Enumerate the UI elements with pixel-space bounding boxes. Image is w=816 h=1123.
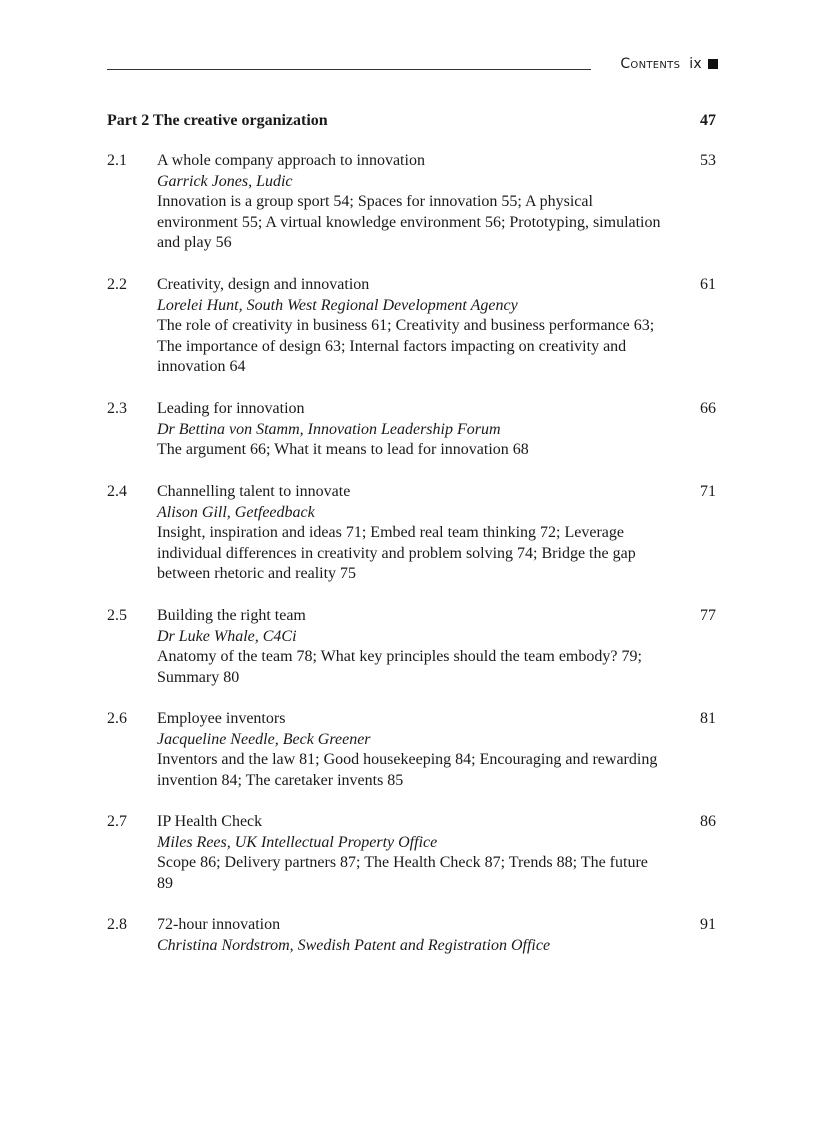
entry-topics: The role of creativity in business 61; Creativity and business performance 63; The importance of design 63; Internal factors impacting on creativity and innovation 64: [157, 317, 655, 376]
entry-body: [157, 606, 667, 688]
entry-number: 2.1: [107, 152, 127, 169]
entry-author: Garrick Jones, Ludic: [157, 172, 293, 190]
entry-page-number: 53: [700, 152, 716, 169]
entry-title: 72-hour innovation: [157, 916, 281, 933]
entry-page-number: 77: [700, 607, 716, 624]
entry-body: [157, 275, 667, 378]
entry-title: Building the right team: [157, 607, 306, 624]
entry-body: [157, 482, 667, 585]
entry-number: 2.7: [107, 813, 127, 830]
entry-topics: Insight, inspiration and ideas 71; Embed real team thinking 72; Leverage individual differences in creativity and problem solving 74; Bridge the gap between rhetoric and reality 75: [157, 524, 636, 583]
entry-page-number: 81: [700, 710, 716, 727]
header-label: Contents: [620, 56, 681, 72]
entry-title: Channelling talent to innovate: [157, 483, 351, 500]
entry-author: Jacqueline Needle, Beck Greener: [157, 730, 371, 748]
running-header: [107, 56, 718, 78]
entry-body: [157, 151, 667, 254]
entry-author: Lorelei Hunt, South West Regional Development Agency: [157, 296, 518, 314]
part-title: Part 2 The creative organization: [107, 112, 328, 129]
entry-author: Alison Gill, Getfeedback: [157, 503, 315, 521]
entry-number: 2.8: [107, 916, 127, 933]
entry-number: 2.2: [107, 276, 127, 293]
square-bullet-icon: [708, 59, 718, 69]
entry-number: 2.4: [107, 483, 127, 500]
header-text: [620, 56, 718, 72]
entry-number: 2.3: [107, 400, 127, 417]
entry-author: Christina Nordstrom, Swedish Patent and Registration Office: [157, 936, 551, 954]
entry-page-number: 86: [700, 813, 716, 830]
entry-topics: Inventors and the law 81; Good housekeeping 84; Encouraging and rewarding invention 84; The caretaker invents 85: [157, 751, 658, 789]
header-page-number: ix: [689, 56, 702, 72]
entry-page-number: 71: [700, 483, 716, 500]
entry-title: Employee inventors: [157, 710, 286, 727]
entry-page-number: 91: [700, 916, 716, 933]
entry-body: [157, 399, 667, 461]
entry-body: [157, 812, 667, 894]
entry-topics: Scope 86; Delivery partners 87; The Health Check 87; Trends 88; The future 89: [157, 854, 648, 892]
entry-topics: The argument 66; What it means to lead for innovation 68: [157, 441, 529, 459]
entry-title: Leading for innovation: [157, 400, 305, 417]
part-page-number: 47: [700, 112, 716, 129]
entry-page-number: 66: [700, 400, 716, 417]
entry-author: Miles Rees, UK Intellectual Property Office: [157, 833, 438, 851]
entry-title: A whole company approach to innovation: [157, 152, 425, 169]
entry-number: 2.5: [107, 607, 127, 624]
entry-title: IP Health Check: [157, 813, 263, 830]
entry-number: 2.6: [107, 710, 127, 727]
entry-author: Dr Luke Whale, C4Ci: [157, 627, 297, 645]
entry-body: [157, 915, 667, 956]
header-rule: [107, 69, 591, 70]
entry-topics: Anatomy of the team 78; What key principles should the team embody? 79; Summary 80: [157, 648, 642, 686]
entry-body: [157, 709, 667, 791]
entry-topics: Innovation is a group sport 54; Spaces for innovation 55; A physical environment 55; A virtual knowledge environment 56; Prototyping, simulation and play 56: [157, 193, 661, 252]
entry-title: Creativity, design and innovation: [157, 276, 370, 293]
entry-author: Dr Bettina von Stamm, Innovation Leadership Forum: [157, 420, 501, 438]
entry-page-number: 61: [700, 276, 716, 293]
